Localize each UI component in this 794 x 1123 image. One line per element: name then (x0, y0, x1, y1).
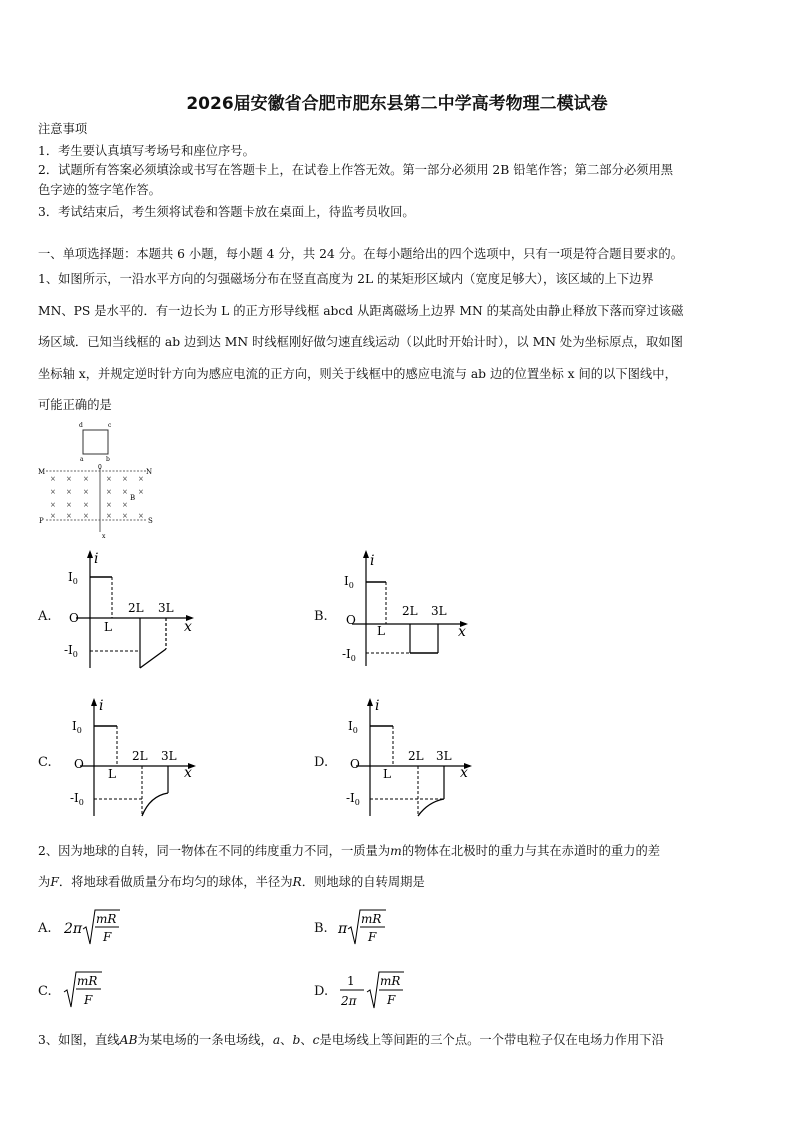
tick-L: L (108, 767, 116, 781)
cross-mark: × (83, 475, 89, 483)
i-axis-arrow (91, 698, 97, 706)
i-axis-arrow (87, 550, 93, 558)
q1-text-line-2: MN、PS 是水平的．有一边长为 L 的正方形导线框 abcd 从距离磁场上边界 MN 的某高处由静止释放下落而穿过该磁 (38, 304, 684, 318)
axis-i-label: i (375, 698, 380, 714)
q2-option-a-label[interactable]: A. (38, 921, 52, 936)
corner-c-label: c (108, 422, 112, 429)
pi: π (338, 921, 348, 937)
q1-option-a-label[interactable]: A. (38, 609, 52, 624)
q1-graph-a (60, 548, 208, 674)
neg-i0-sub: 0 (354, 798, 360, 807)
denominator-F: F (387, 993, 396, 1007)
numerator-one: 1 (347, 974, 355, 988)
axis-x-label: x (460, 765, 468, 781)
q2-option-b-formula (336, 906, 396, 950)
q3-pre: 3、如图，直线 (38, 1033, 120, 1047)
q3-var-AB: AB (119, 1033, 138, 1047)
i0-main: I (68, 570, 73, 584)
i-axis-arrow (367, 698, 373, 706)
neg-i0-label (70, 791, 84, 807)
denominator-F: F (368, 930, 377, 944)
q1-text-line-4: 坐标轴 x，并规定逆时针方向为感应电流的正方向，则关于线框中的感应电流与 ab 边的位置坐标 x 间的以下图线中， (38, 367, 677, 381)
tick-2L: 2L (408, 749, 424, 763)
neg-i0-sub: 0 (72, 650, 78, 659)
q1-graph-b (334, 548, 482, 674)
axis-x-label: x (184, 765, 192, 781)
cross-mark: × (66, 501, 72, 509)
origin-label: O (69, 611, 79, 625)
q1-text-line-1: 1、如图所示，一沿水平方向的匀强磁场分布在竖直高度为 2L 的某矩形区域内（宽度足够大），该区域的上下边界 (38, 272, 654, 286)
q1-graph-c (62, 696, 210, 822)
cross-mark: × (106, 488, 112, 496)
cross-mark: × (50, 512, 56, 520)
rise-curve (418, 799, 444, 816)
cross-mark: × (138, 512, 144, 520)
note-item-3: 3．考试结束后，考生须将试卷和答题卡放在桌面上，待监考员收回。 (38, 205, 415, 219)
q3-var-c: c (312, 1033, 320, 1047)
q2-line2-pre: 为 (38, 875, 51, 889)
cross-mark: × (83, 512, 89, 520)
q2-var-F: F (50, 875, 59, 889)
neg-i0-main: -I (70, 791, 79, 805)
q1-option-c-label[interactable]: C. (38, 755, 52, 770)
q1-text-line-3: 场区域．已知当线框的 ab 边到达 MN 时线框刚好做匀速直线运动（以此时开始计时），以 MN 处为坐标原点，取如图 (38, 335, 683, 349)
tick-3L: 3L (158, 601, 174, 615)
origin-label: O (74, 757, 84, 771)
cross-mark: × (122, 475, 128, 483)
q1-text-line-5: 可能正确的是 (38, 398, 112, 412)
i-axis-arrow (363, 550, 369, 558)
axis-x-label: x (458, 624, 466, 640)
q2-line2-post: ．则地球的自转周期是 (301, 875, 425, 889)
i0-main: I (344, 574, 349, 588)
q3-mid: 为某电场的一条电场线， (137, 1033, 273, 1047)
cross-mark: × (122, 488, 128, 496)
note-item-2: 2．试题所有答案必须填涂或书写在答题卡上，在试卷上作答无效。第一部分必须用 2B 铅笔作答；第二部分必须用黑 (38, 163, 674, 177)
denominator-F: F (84, 993, 93, 1007)
i0-sub: 0 (348, 581, 354, 590)
neg-i0-sub: 0 (78, 798, 84, 807)
neg-i0-main: -I (342, 647, 351, 661)
q2-var-R: R (292, 875, 302, 889)
tick-L: L (383, 767, 391, 781)
q2-text-line-1 (38, 843, 660, 859)
i0-label (348, 719, 358, 735)
q2-option-b-label[interactable]: B. (314, 921, 328, 936)
q1-option-b-label[interactable]: B. (314, 609, 328, 624)
label-P: P (39, 517, 44, 525)
tick-3L: 3L (436, 749, 452, 763)
note-item-1: 1．考生要认真填写考场号和座位序号。 (38, 144, 255, 158)
origin-label: O (346, 613, 356, 627)
q3-var-a: a (272, 1033, 281, 1047)
q2-option-c-label[interactable]: C. (38, 984, 52, 999)
axis-x-label: x (184, 619, 192, 635)
i0-sub: 0 (352, 726, 358, 735)
tick-2L: 2L (132, 749, 148, 763)
numerator-mR: mR (380, 974, 401, 988)
q2-line2-mid: ．将地球看做质量分布均匀的球体，半径为 (58, 875, 293, 889)
i0-sub: 0 (72, 577, 78, 586)
i0-label (344, 574, 354, 590)
q3-post: 是电场线上等间距的三个点。一个带电粒子仅在电场力作用下沿 (319, 1033, 664, 1047)
section-heading: 一、单项选择题：本题共 6 小题，每小题 4 分，共 24 分。在每小题给出的四个选项中，只有一项是符合题目要求的。 (38, 247, 683, 261)
cross-mark: × (50, 475, 56, 483)
coil-square (83, 430, 108, 454)
q2-line1-pre: 2、因为地球的自转，同一物体在不同的纬度重力不同，一质量为 (38, 844, 391, 858)
label-B: B (130, 494, 136, 502)
cross-mark: × (83, 488, 89, 496)
label-S: S (148, 517, 153, 525)
corner-d-label: d (79, 422, 83, 429)
i0-main: I (72, 719, 77, 733)
axis-i-label: i (99, 698, 104, 714)
tick-2L: 2L (402, 604, 418, 618)
label-M: M (38, 468, 46, 476)
cross-mark: × (138, 475, 144, 483)
tick-3L: 3L (431, 604, 447, 618)
q2-option-c-formula (62, 968, 112, 1012)
numerator-mR: mR (96, 912, 117, 926)
cross-mark: × (122, 512, 128, 520)
numerator-mR: mR (361, 912, 382, 926)
cross-mark: × (50, 501, 56, 509)
q2-line1-post: 的物体在北极时的重力与其在赤道时的重力的差 (401, 844, 661, 858)
denominator-two-pi: 2π (341, 994, 357, 1008)
label-origin: 0 (98, 464, 102, 471)
neg-i0-label (64, 643, 78, 659)
neg-i0-label (346, 791, 360, 807)
neg-i0-main: -I (346, 791, 355, 805)
cross-mark: × (66, 475, 72, 483)
denominator-F: F (103, 930, 112, 944)
i0-sub: 0 (76, 726, 82, 735)
q3-sep-1: 、 (280, 1033, 293, 1047)
label-N: N (146, 468, 153, 476)
q2-option-d-formula (336, 966, 416, 1014)
two-pi: 2π (64, 921, 83, 937)
cross-mark: × (50, 488, 56, 496)
q2-text-line-2 (38, 874, 425, 890)
q1-option-d-label[interactable]: D. (314, 755, 329, 770)
corner-b-label: b (106, 456, 110, 463)
neg-i0-sub: 0 (350, 654, 356, 663)
q3-sep-2: 、 (300, 1033, 313, 1047)
decay-curve (142, 793, 168, 816)
tick-2L: 2L (128, 601, 144, 615)
cross-mark: × (138, 488, 144, 496)
q1-field-figure (36, 418, 166, 540)
cross-mark: × (122, 501, 128, 509)
q2-var-m: m (390, 844, 402, 858)
cross-mark: × (83, 501, 89, 509)
q3-text-line-1 (38, 1032, 664, 1048)
tick-L: L (104, 620, 112, 634)
i0-label (68, 570, 78, 586)
neg-i0-label (342, 647, 356, 663)
page-title: 2026届安徽省合肥市肥东县第二中学高考物理二模试卷 (186, 94, 608, 114)
corner-a-label: a (80, 456, 84, 463)
q1-graph-d (338, 696, 486, 822)
tick-3L: 3L (161, 749, 177, 763)
q2-option-d-label[interactable]: D. (314, 984, 329, 999)
numerator-mR: mR (77, 974, 98, 988)
i0-label (72, 719, 82, 735)
curve-segment (140, 649, 166, 668)
q2-option-a-formula (62, 906, 132, 950)
cross-mark: × (66, 488, 72, 496)
neg-i0-main: -I (64, 643, 73, 657)
i0-main: I (348, 719, 353, 733)
note-item-2-cont: 色字迹的签字笔作答。 (38, 183, 161, 197)
cross-mark: × (106, 512, 112, 520)
cross-mark: × (106, 501, 112, 509)
tick-L: L (377, 624, 385, 638)
axis-i-label: i (94, 551, 99, 567)
cross-mark: × (106, 475, 112, 483)
notes-heading: 注意事项 (38, 122, 88, 136)
q3-var-b: b (292, 1033, 301, 1047)
label-x: x (102, 533, 106, 540)
axis-i-label: i (370, 553, 375, 569)
origin-label: O (350, 757, 360, 771)
cross-mark: × (66, 512, 72, 520)
